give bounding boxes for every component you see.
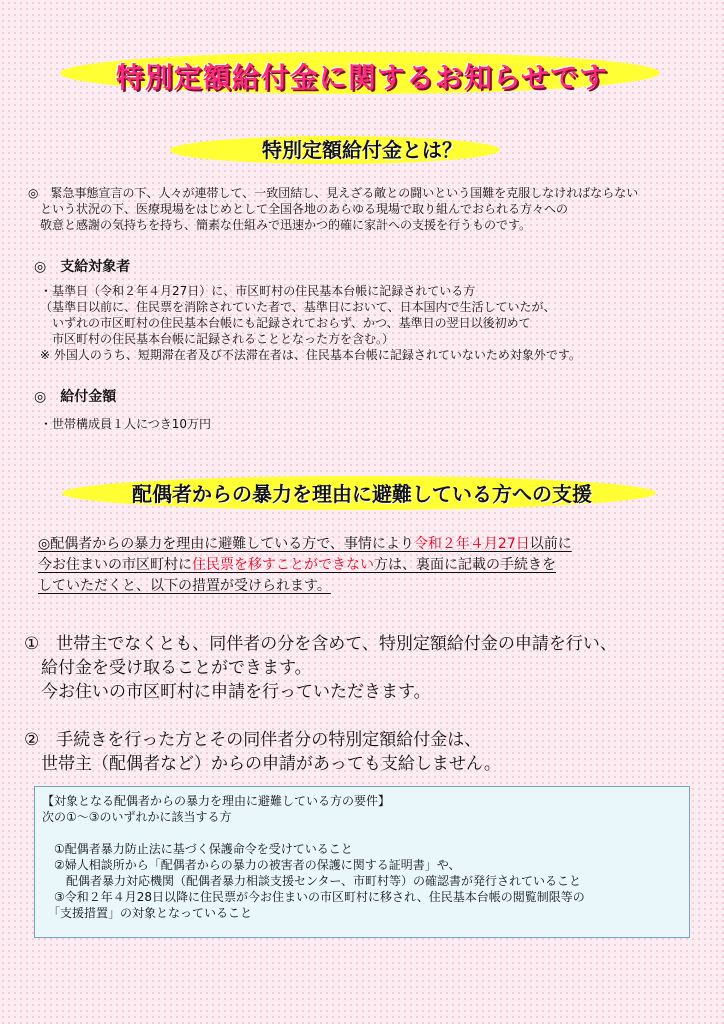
target-line: いずれの市区町村の住民基本台帳にも記録されておらず、かつ、基準日の翌日以後初めて — [40, 316, 531, 330]
page-title: 特別定額給付金に関するお知らせです — [115, 61, 609, 94]
intro-line: ◎ 緊急事態宣言の下、人々が連帯して、一致団結し、見えざる敵との闘いという国難を克服しなければならない — [28, 186, 639, 200]
measure-item-1: ① 世帯主でなくとも、同伴者の分を含めて、特別定額給付金の申請を行い、 給付金を受け取ることができます。 今お住いの市区町村に申請を行っていただきます。 — [24, 634, 617, 702]
support-line: ◎配偶者からの暴力を理由に避難している方で、事情により令和２年４月27日以前に — [38, 536, 572, 552]
section-heading-support: 配偶者からの暴力を理由に避難している方への支援 — [132, 482, 592, 506]
amount-line: ・世帯構成員１人につき10万円 — [40, 417, 212, 431]
target-line: 市区町村の住民基本台帳に記録されることとなった方を含む。） — [40, 332, 395, 346]
intro-paragraph — [28, 185, 718, 233]
target-line: ・基準日（令和２年４月27日）に、市区町村の住民基本台帳に記録されている方 — [40, 284, 476, 298]
support-line: 今お住まいの市区町村に住民票を移すことができない方は、裏面に記載の手続きを — [38, 557, 556, 573]
intro-line: 敬意と感謝の気持ちを持ち、簡素な仕組みで迅速かつ的確に家計への支援を行うものです。 — [28, 218, 532, 232]
date-highlight: 令和２年４月27日 — [413, 536, 530, 552]
section-heading-what-is: 特別定額給付金とは？ — [262, 138, 462, 162]
target-note: ※ 外国人のうち、短期滞在者及び不法滞在者は、住民基本台帳に記録されていないため対象外です。 — [40, 348, 581, 362]
amount-heading: ◎ 給付金額 — [34, 389, 117, 405]
measure-item-2: ② 手続きを行った方とその同伴者分の特別定額給付金は、 世帯主（配偶者など）からの申請があっても支給しません。 — [24, 730, 501, 774]
support-line: していただくと、以下の措置が受けられます。 — [38, 578, 331, 594]
support-paragraph — [38, 534, 698, 597]
target-line: （基準日以前に、住民票を消除されていた者で、基準日において、日本国内で生活していたが、 — [40, 300, 556, 314]
requirements-text: 【対象となる配偶者からの暴力を理由に避難している方の要件】 次の①～③のいずれかに該当する方 ①配偶者暴力防止法に基づく保護命令を受けていること ②婦人相談所から「配偶者からの暴力の被害者の保護に関する証明書」や、 配偶者暴力対応機関（配偶者暴力相談支援センター、市町村等）の確認書が発行されていること ③令和２年４月28日以降に住民票が今お住まいの市区町村に移され、住民基本台帳の閲覧制限等の 「支援措置」の対象となっていること — [42, 794, 585, 920]
target-list — [40, 283, 720, 363]
cannot-move-highlight: 住民票を移すことができない — [192, 557, 374, 573]
intro-line: という状況の下、医療現場をはじめとして全国各地のあらゆる現場で取り組んでおられる方々への — [28, 202, 569, 216]
target-heading: ◎ 支給対象者 — [34, 259, 131, 275]
